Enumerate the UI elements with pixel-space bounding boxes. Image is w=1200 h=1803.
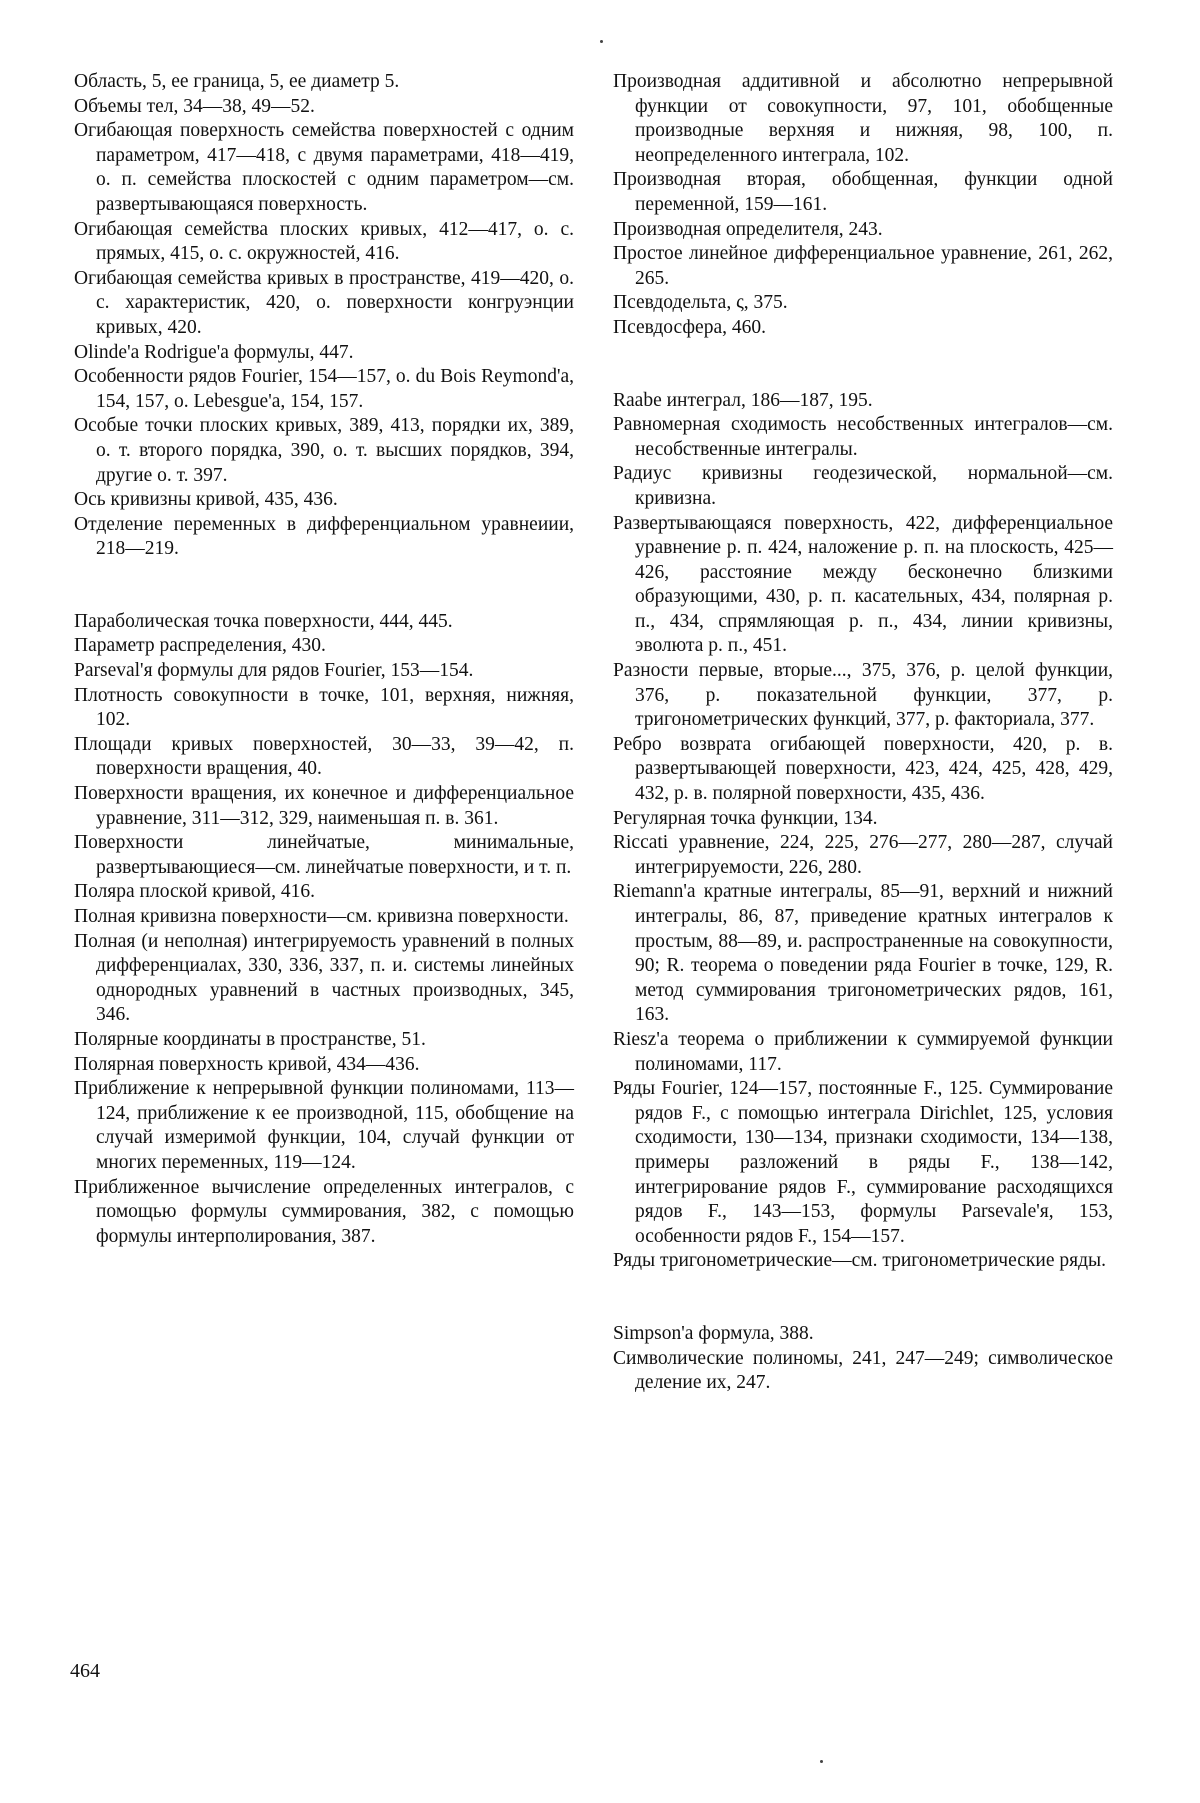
index-entry: Ось кривизны кривой, 435, 436. xyxy=(74,489,338,511)
index-entry: Simpson'a формула, 388. xyxy=(613,1322,814,1344)
index-entry: Riesz'а теорема о приближении к суммируемой функции полиномами, 117. xyxy=(613,1028,1113,1075)
index-entry: Ребро возврата огибающей поверхности, 420, р. в. развертывающей поверхности, 423, 424, 425, 428, 429, 432, р. в. полярной поверхности, 435, 436. xyxy=(613,733,1113,805)
left-column xyxy=(74,70,574,1249)
index-entry: Область, 5, ее граница, 5, ее диаметр 5. xyxy=(74,71,400,92)
index-entry: Равномерная сходимость несобственных интегралов—см. несобственные интегралы. xyxy=(613,414,1113,460)
index-entry: Riemann'а кратные интегралы, 85—91, верхний и нижний интегралы, 86, 87, приведение кратных интегралов к простым, 88—89, и. распространенные на совокупности, 90; R. теорема о поведении ряда Fourier в точке, 129, R. метод суммирования тригонометрических рядов, 161, 163. xyxy=(613,881,1113,1026)
index-entry: Плотность совокупности в точке, 101, верхняя, нижняя, 102. xyxy=(74,684,574,731)
section-gap xyxy=(74,562,574,610)
index-entry: Ряды Fourier, 124—157, постоянные F., 125. Суммирование рядов F., с помощью интеграла Dirichlet, 125, условия сходимости, 130—134, признаки сходимости, 134—138, примеры разложений в ряды F., 138—142, интегрирование рядов F., суммирование расходящихся рядов F., 143—153, формулы Parsevale'я, 153, особенности рядов F., 154—157. xyxy=(613,1078,1113,1247)
scan-speck xyxy=(820,1760,823,1763)
index-entry: Olinde'a Rodrigue'a формулы, 447. xyxy=(74,341,354,363)
index-entry: Разности первые, вторые..., 375, 376, р. целой функции, 376, р. показательной функции, 377, р. тригонометрических функций, 377, р. факториала, 377. xyxy=(613,660,1113,731)
index-entry: Parseval'я формулы для рядов Fourier, 153—154. xyxy=(74,660,474,682)
index-entry: Параболическая точка поверхности, 444, 445. xyxy=(74,610,453,632)
index-entry: Простое линейное дифференциальное уравнение, 261, 262, 265. xyxy=(613,243,1113,289)
index-entry: Ряды тригонометрические—см. тригонометрические ряды. xyxy=(613,1250,1106,1272)
index-entry: Параметр распределения, 430. xyxy=(74,635,326,657)
index-entry: Производная определителя, 243. xyxy=(613,218,883,240)
index-entry: Огибающая семейства плоских кривых, 412—417, о. с. прямых, 415, о. с. окружностей, 416. xyxy=(74,218,574,265)
index-entry: Псевдосфера, 460. xyxy=(613,316,766,338)
index-entry: Полярная поверхность кривой, 434—436. xyxy=(74,1053,420,1075)
right-column xyxy=(613,70,1113,1396)
index-entry: Площади кривых поверхностей, 30—33, 39—42, п. поверхности вращения, 40. xyxy=(74,733,574,780)
index-entry: Объемы тел, 34—38, 49—52. xyxy=(74,95,315,117)
index-entry: Поверхности вращения, их конечное и дифференциальное уравнение, 311—312, 329, наименьшая п. в. 361. xyxy=(74,783,574,829)
index-entry: Особые точки плоских кривых, 389, 413, порядки их, 389, о. т. второго порядка, 390, о. т. высших порядков, 394, другие о. т. 397. xyxy=(74,415,574,486)
index-entry: Регулярная точка функции, 134. xyxy=(613,807,878,829)
index-entry: Производная аддитивной и абсолютно непрерывной функции от совокупности, 97, 101, обобщенные производные верхняя и нижняя, 98, 100, п. неопределенного интеграла, 102. xyxy=(613,71,1113,166)
index-entry: Riccati уравнение, 224, 225, 276—277, 280—287, случай интегрируемости, 226, 280. xyxy=(613,832,1113,878)
index-entry: Огибающая поверхность семейства поверхностей с одним параметром, 417—418, с двумя параметрами, 418—419, о. п. семейства плоскостей с одним параметром—см. развертывающаяся поверхность. xyxy=(74,120,574,215)
index-entry: Raabe интеграл, 186—187, 195. xyxy=(613,389,873,411)
scan-speck xyxy=(600,40,603,43)
index-entry: Развертывающаяся поверхность, 422, дифференциальное уравнение р. п. 424, наложение р. п. на плоскость, 425—426, расстояние между бесконечно близкими образующими, 430, р. п. касательных, 434, полярная р. п., 434, спрямляющая р. п., 434, линии кривизны, эволюта р. п., 451. xyxy=(613,512,1113,657)
section-gap xyxy=(613,341,1113,389)
page-number: 464 xyxy=(70,1660,100,1682)
index-entry: Особенности рядов Fourier, 154—157, о. du Bois Reymond'a, 154, 157, о. Lebesgue'a, 154, 157. xyxy=(74,366,574,412)
index-entry: Огибающая семейства кривых в пространстве, 419—420, о. с. характеристик, 420, о. поверхности конгруэнции кривых, 420. xyxy=(74,267,574,338)
index-entry: Отделение переменных в дифференциальном уравнеиии, 218—219. xyxy=(74,513,574,560)
index-entry: Полярные координаты в пространстве, 51. xyxy=(74,1028,426,1050)
index-entry: Поляра плоской кривой, 416. xyxy=(74,881,315,903)
index-entry: Приближение к непрерывной функции полиномами, 113—124, приближение к ее производной, 115, обобщение на случай измеримой функции, 104, случай функции от многих переменных, 119—124. xyxy=(74,1078,574,1173)
section-gap xyxy=(613,1274,1113,1322)
index-entry: Псевдодельта, ς, 375. xyxy=(613,292,788,314)
index-entry: Радиус кривизны геодезической, нормальной—см. кривизна. xyxy=(613,463,1113,509)
index-entry: Производная вторая, обобщенная, функции одной переменной, 159—161. xyxy=(613,169,1113,215)
index-entry: Символические полиномы, 241, 247—249; символическое деление их, 247. xyxy=(613,1347,1113,1394)
index-entry: Приближенное вычисление определенных интегралов, с помощью формулы суммирования, 382, с помощью формулы интерполирования, 387. xyxy=(74,1176,574,1247)
index-entry: Полная кривизна поверхности—см. кривизна поверхности. xyxy=(74,906,569,927)
index-entry: Полная (и неполная) интегрируемость уравнений в полных дифференциалах, 330, 336, 337, п. и. системы линейных однородных уравнений в частных производных, 345, 346. xyxy=(74,930,574,1026)
index-entry: Поверхности линейчатые, минимальные, развертывающиеся—см. линейчатые поверхности, и т. п. xyxy=(74,832,574,878)
